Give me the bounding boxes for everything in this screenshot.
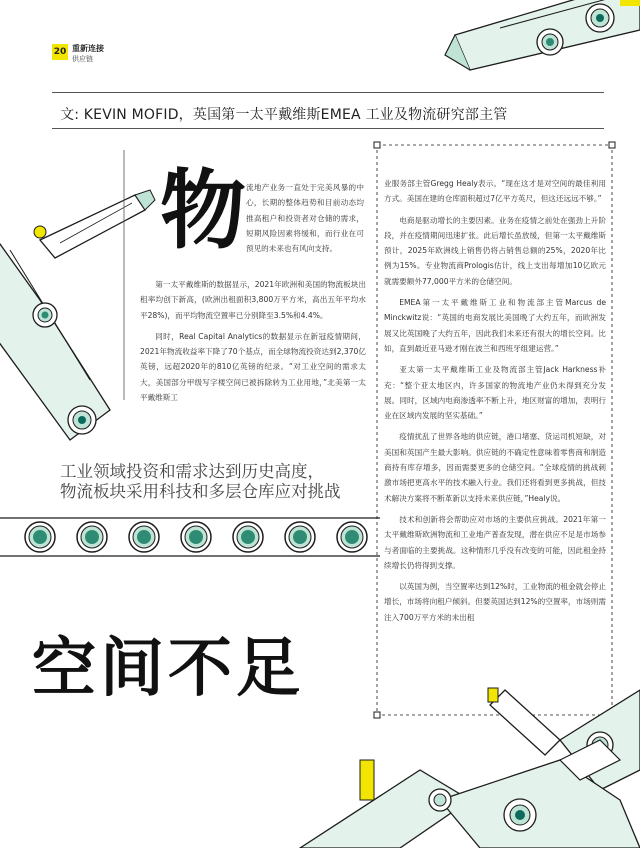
left-column	[140, 277, 366, 411]
header-rule-bottom	[52, 128, 604, 129]
subsection-title: 供应链	[72, 55, 93, 63]
lead-paragraph: 流地产业务一直处于完美风暴的中心，长期的整体趋势和目前动态均推高租户和投资者对仓储的需求，短期风险因素将缓和，而行业在可预见的未来也有风向支持。	[246, 183, 364, 254]
paragraph: EMEA第一太平戴维斯工业和物流部主管Marcus de Minckwitz说：“英国的电商发展比美国晚了大约五年，而欧洲发展又比英国晚了大约五年，因此我们未来还有很大的增长空间。比如，直到最近亚马逊才刚在波兰和西班牙组建运营。”	[384, 298, 606, 353]
lead-text	[246, 180, 364, 262]
paragraph: 电商是驱动增长的主要因素。业务在疫情之前处在强劲上升阶段，并在疫情期间迅速扩张。此后增长虽放缓，但第一太平戴维斯预计，2025年欧洲线上销售仍将占销售总额的25%，2020年比例为15%。专业物流商Prologis估计，线上支出每增加10亿欧元就需要额外77,000平方米的仓储空间。	[384, 215, 606, 286]
drop-character: 物	[160, 161, 246, 261]
conveyor-belt-icon	[0, 518, 380, 556]
paragraph: 第一太平戴维斯的数据显示，2021年欧洲和美国的物流板块出租率均创下新高，(欧洲出租面积3,800万平方米，高出五年平均水平28%)，而平均物流空置率已分别降至3.5%和4.4%。	[140, 280, 366, 320]
robot-arm-bottom-left-icon	[300, 740, 640, 848]
byline: 文: KEVIN MOFID，英国第一太平戴维斯EMEA 工业及物流研究部主管	[60, 107, 508, 123]
page-number: 20	[52, 44, 68, 60]
paragraph: 技术和创新将会帮助应对市场的主要供应挑战。2021年第一太平戴维斯欧洲物流和工业地产普查发现，潜在供应不足是市场参与者面临的主要挑战。这种情形几乎没有改变的可能，因此租金持续增长仍将得到支撑。	[384, 514, 606, 570]
header-rule-top	[52, 92, 604, 93]
right-column	[384, 176, 606, 631]
robot-arm-left-icon	[0, 190, 155, 440]
paragraph: 同时，Real Capital Analytics的数据显示在新冠疫情期间，2021年物流收益率下降了70个基点，而全球物流投资达到2,370亿英镑，远超2020年的810亿英镑的纪录。“对工业空间的需求太大，美国部分甲级写字楼空间已被拆除转为工业用地，”北美第一太平戴维斯工	[140, 331, 366, 403]
article-title: 空间不足	[32, 632, 304, 706]
paragraph: 以英国为例，当空置率达到12%时，工业物流的租金就会停止增长，市场将向租户倾斜。但要英国达到12%的空置率，市场则需注入700万平方米的未出租	[384, 582, 606, 622]
subheading-line: 工业领域投资和需求达到历史高度，	[60, 462, 324, 481]
subheading-line: 物流板块采用科技和多层仓库应对挑战	[60, 482, 341, 501]
paragraph: 亚太第一太平戴维斯工业及物流部主管Jack Harkness补充：“整个亚太地区内，许多国家的物流地产业仍未得到充分发展。同时，区域内电商渗透率不断上升，地区财富的增加，表明行业在区域内发展的坚实基础。”	[384, 365, 606, 421]
paragraph: 疫情扰乱了世界各地的供应链，港口堵塞、货运司机短缺，对美国和英国产生最大影响。供应链的不确定性意味着零售商和制造商持有库存增多，因而需要更多的仓储空间。“全球疫情的挑战刺激市场把更高水平的技术融入行业。我们还将看到更多挑战，但技术解决方案将不断革新以支持未来供应链，”Healy说。	[384, 432, 606, 503]
robot-arm-top-right-icon	[445, 0, 640, 70]
subheading	[60, 462, 341, 502]
paragraph: 业服务部主管Gregg Healy表示。“现在这才是对空间的最佳利用方式。美国在建的仓库面积超过7亿平方英尺，但这还远远不够。”	[384, 179, 606, 204]
section-title: 重新连接	[72, 44, 104, 53]
